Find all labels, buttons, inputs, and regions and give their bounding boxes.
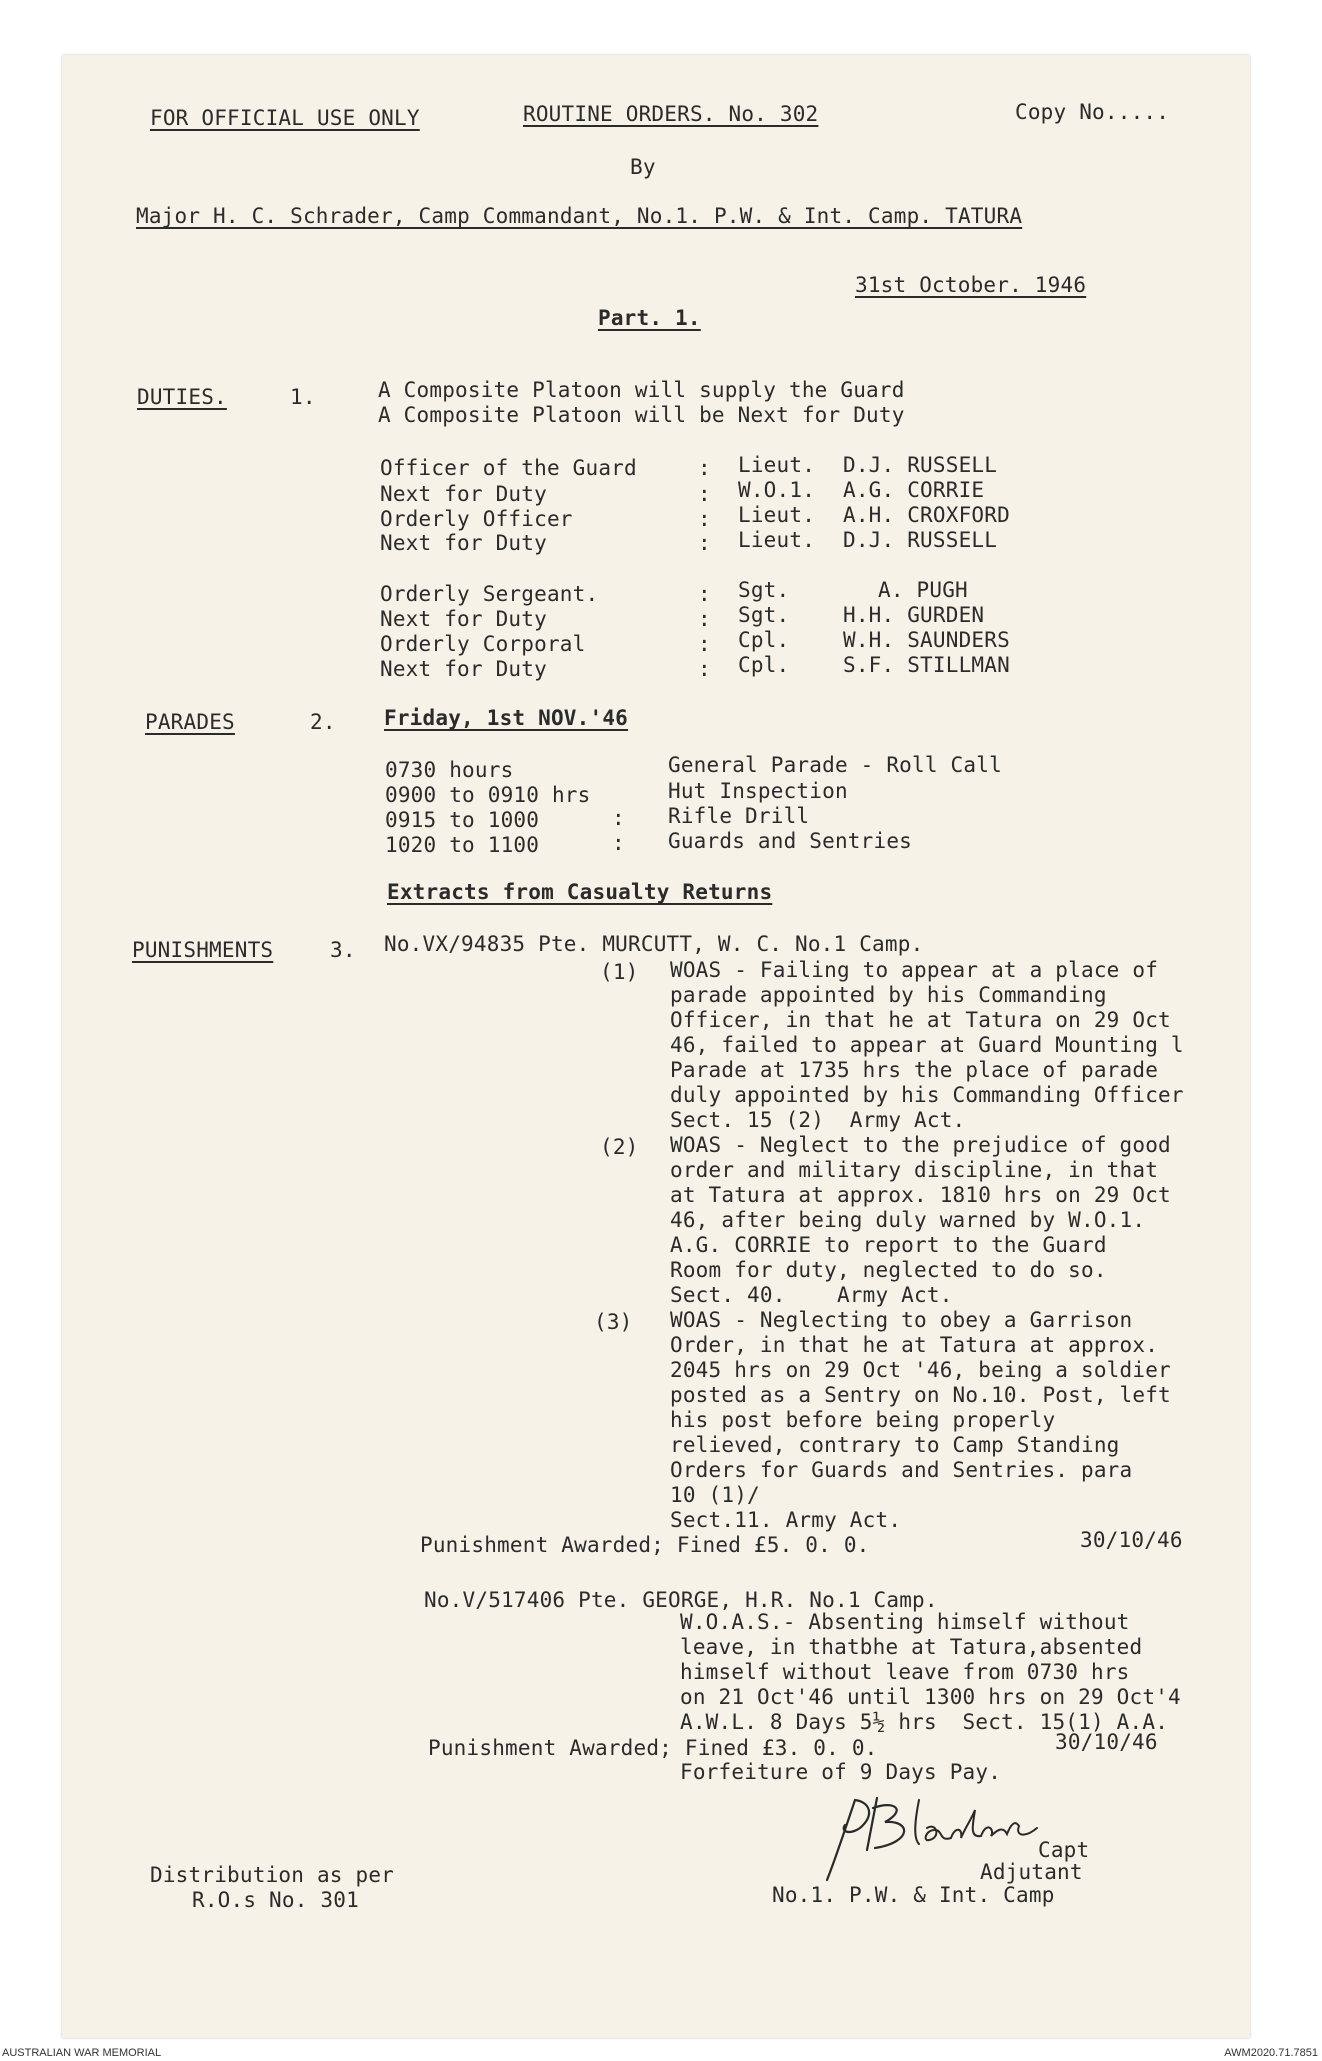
duty-name: A.G. CORRIE <box>843 478 985 502</box>
parade-time: 0730 hours <box>385 758 514 782</box>
duties-line: A Composite Platoon will supply the Guard <box>378 378 905 402</box>
charge-line: Parade at 1735 hrs the place of parade <box>670 1058 1159 1082</box>
charge-line: WOAS - Neglecting to obey a Garrison <box>670 1308 1133 1332</box>
charge-line: parade appointed by his Commanding <box>670 983 1107 1007</box>
duty-rank: Sgt. <box>738 603 790 627</box>
duty-separator: : <box>698 482 711 506</box>
charge-line: Sect. 15 (2) Army Act. <box>670 1108 966 1132</box>
charge-line: Orders for Guards and Sentries. para <box>670 1458 1133 1482</box>
parade-day: Friday, 1st NOV.'46 <box>384 706 629 730</box>
duty-role: Orderly Corporal <box>380 632 586 656</box>
punishment-awarded: Punishment Awarded; Fined £5. 0. 0. <box>420 1533 870 1557</box>
charge-line: 10 (1)/ <box>670 1483 760 1507</box>
duty-role: Orderly Officer <box>380 507 573 531</box>
parade-activity: Hut Inspection <box>668 779 848 803</box>
duty-name: H.H. GURDEN <box>843 603 985 627</box>
duty-name: A. PUGH <box>878 578 968 602</box>
issuer-line: Major H. C. Schrader, Camp Commandant, No.1. P.W. & Int. Camp. TATURA <box>136 204 1023 228</box>
duty-separator: : <box>698 632 711 656</box>
duty-role: Next for Duty <box>380 607 547 631</box>
duty-separator: : <box>698 607 711 631</box>
duty-rank: Lieut. <box>738 503 816 527</box>
duty-role: Next for Duty <box>380 531 547 555</box>
charge-line: posted as a Sentry on No.10. Post, left <box>670 1383 1171 1407</box>
parades-heading: PARADES <box>145 710 235 734</box>
forfeiture-line: Forfeiture of 9 Days Pay. <box>680 1760 1002 1784</box>
copy-number: Copy No..... <box>1015 100 1170 124</box>
parade-time: 0915 to 1000 <box>385 808 540 832</box>
archive-reference: AWM2020.71.7851 <box>1224 2047 1318 2059</box>
signatory-appointment: Adjutant <box>980 1860 1083 1884</box>
duties-heading: DUTIES. <box>137 385 227 409</box>
charge-number: (1) <box>600 960 639 984</box>
soldier-line: No.V/517406 Pte. GEORGE, H.R. No.1 Camp. <box>424 1588 938 1612</box>
charge-line: order and military discipline, in that <box>670 1158 1159 1182</box>
charge-line: WOAS - Failing to appear at a place of <box>670 958 1159 982</box>
duty-name: D.J. RUSSELL <box>843 453 998 477</box>
duty-rank: Lieut. <box>738 453 816 477</box>
archive-credit: AUSTRALIAN WAR MEMORIAL <box>2 2047 162 2059</box>
charge-line: Room for duty, neglected to do so. <box>670 1258 1107 1282</box>
charge-line: 46, failed to appear at Guard Mounting l <box>670 1033 1184 1057</box>
duty-name: D.J. RUSSELL <box>843 528 998 552</box>
charge-line: at Tatura at approx. 1810 hrs on 29 Oct <box>670 1183 1171 1207</box>
classification-heading: FOR OFFICIAL USE ONLY <box>150 106 420 130</box>
charge-line: 46, after being duly warned by W.O.1. <box>670 1208 1146 1232</box>
duty-rank: Cpl. <box>738 653 790 677</box>
charge-number: (2) <box>600 1135 639 1159</box>
charge-line: A.W.L. 8 Days 5½ hrs Sect. 15(1) A.A. <box>680 1710 1169 1734</box>
parade-activity: Rifle Drill <box>668 804 810 828</box>
charge-line: Sect.11. Army Act. <box>670 1508 902 1532</box>
duty-rank: Sgt. <box>738 578 790 602</box>
duty-separator: : <box>698 456 711 480</box>
duty-separator: : <box>698 507 711 531</box>
charge-line: his post before being properly <box>670 1408 1056 1432</box>
parade-mark: : <box>612 831 625 855</box>
duty-separator: : <box>698 657 711 681</box>
duty-role: Orderly Sergeant. <box>380 582 599 606</box>
duty-role: Officer of the Guard <box>380 456 637 480</box>
duty-rank: W.O.1. <box>738 478 816 502</box>
soldier-line: No.VX/94835 Pte. MURCUTT, W. C. No.1 Camp. <box>384 932 924 956</box>
charge-line: Order, in that he at Tatura at approx. <box>670 1333 1159 1357</box>
distribution-line: R.O.s No. 301 <box>192 1888 359 1912</box>
award-date: 30/10/46 <box>1080 1528 1183 1552</box>
parade-time: 1020 to 1100 <box>385 833 540 857</box>
charge-line: WOAS - Neglect to the prejudice of good <box>670 1133 1171 1157</box>
charge-line: leave, in thatbhe at Tatura,absented <box>680 1635 1143 1659</box>
punishment-awarded: Punishment Awarded; Fined £3. 0. 0. <box>428 1736 878 1760</box>
parade-activity: General Parade - Roll Call <box>668 753 1002 777</box>
order-date: 31st October. 1946 <box>855 273 1087 297</box>
parade-activity: Guards and Sentries <box>668 829 913 853</box>
charge-line: relieved, contrary to Camp Standing <box>670 1433 1120 1457</box>
duty-name: W.H. SAUNDERS <box>843 628 1010 652</box>
punishments-number: 3. <box>330 938 356 962</box>
duties-number: 1. <box>290 385 316 409</box>
duty-separator: : <box>698 582 711 606</box>
charge-line: himself without leave from 0730 hrs <box>680 1660 1130 1684</box>
charge-line: Officer, in that he at Tatura on 29 Oct <box>670 1008 1171 1032</box>
charge-line: A.G. CORRIE to report to the Guard <box>670 1233 1107 1257</box>
signatory-rank: Capt <box>1038 1838 1090 1862</box>
charge-line: 2045 hrs on 29 Oct '46, being a soldier <box>670 1358 1171 1382</box>
charge-number: (3) <box>594 1310 633 1334</box>
duty-role: Next for Duty <box>380 657 547 681</box>
duty-rank: Cpl. <box>738 628 790 652</box>
parade-mark: : <box>612 806 625 830</box>
charge-line: W.O.A.S.- Absenting himself without <box>680 1610 1130 1634</box>
duties-line: A Composite Platoon will be Next for Duty <box>378 403 905 427</box>
duty-rank: Lieut. <box>738 528 816 552</box>
charge-line: Sect. 40. Army Act. <box>670 1283 953 1307</box>
duty-separator: : <box>698 531 711 555</box>
by-line: By <box>630 155 656 179</box>
punishments-heading: PUNISHMENTS <box>132 938 274 962</box>
parade-time: 0900 to 0910 hrs <box>385 783 591 807</box>
document-title: ROUTINE ORDERS. No. 302 <box>523 102 819 126</box>
extracts-heading: Extracts from Casualty Returns <box>387 880 773 904</box>
duty-name: A.H. CROXFORD <box>843 503 1010 527</box>
charge-line: on 21 Oct'46 until 1300 hrs on 29 Oct'4 <box>680 1685 1181 1709</box>
duty-name: S.F. STILLMAN <box>843 653 1010 677</box>
charge-line: duly appointed by his Commanding Officer <box>670 1083 1184 1107</box>
parades-number: 2. <box>310 710 336 734</box>
part-heading: Part. 1. <box>598 306 701 330</box>
signatory-unit: No.1. P.W. & Int. Camp <box>772 1883 1055 1907</box>
award-date: 30/10/46 <box>1055 1730 1158 1754</box>
duty-role: Next for Duty <box>380 482 547 506</box>
distribution-line: Distribution as per <box>150 1863 395 1887</box>
